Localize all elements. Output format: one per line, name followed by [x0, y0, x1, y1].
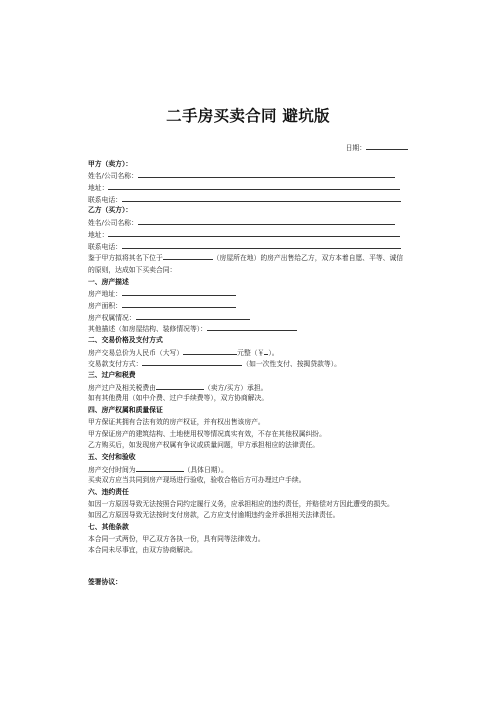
property-address-label: 房产地址：	[88, 290, 122, 299]
breach-clause-1: 如因一方原因导致无法按照合同约定履行义务，应承担相应的违约责任，并赔偿对方因此遭受的损失。	[88, 499, 394, 508]
property-other-blank[interactable]	[207, 323, 297, 331]
price-yuan-label: 元整（￥	[237, 348, 265, 357]
delivery-time-hint: （具体日期）。	[183, 465, 228, 474]
party-b-phone-line	[88, 241, 408, 253]
delivery-time-blank[interactable]	[136, 464, 184, 472]
party-a-name-line	[88, 170, 408, 182]
price-label: 房产交易总价为人民币（大写）	[88, 348, 184, 357]
breach-clause-2: 如因乙方原因导致无法按时支付房款，乙方应支付逾期违约金并承担相关法律责任。	[88, 511, 340, 520]
party-b-name-label: 姓名/公司名称：	[88, 219, 138, 228]
property-other-line	[88, 323, 408, 335]
party-a-phone-line	[88, 194, 408, 206]
date-label: 日期：	[345, 144, 366, 152]
ownership-clause-3: 乙方购买后，如发现房产权属有争议或质量问题，甲方承担相应的法律责任。	[88, 441, 320, 450]
party-b-address-label: 地址：	[88, 230, 109, 239]
payment-method-blank[interactable]	[142, 358, 242, 366]
ownership-clause-2: 甲方保证房产的建筑结构、土地使用权等情况真实有效，不存在其他权属纠纷。	[88, 429, 326, 438]
inspection-clause: 买卖双方应当共同到房产现场进行验收，验收合格后方可办理过户手续。	[88, 476, 306, 485]
party-b-heading: 乙方（买方）：	[88, 206, 133, 215]
party-a-heading: 甲方（卖方）：	[88, 159, 133, 168]
property-area-blank[interactable]	[122, 300, 236, 308]
other-clause-2: 本合同未尽事宜，由双方协商解决。	[88, 546, 197, 555]
intro-part1: 鉴于甲方拟将其名下位于	[88, 254, 163, 263]
page-title: 二手房买卖合同 避坑版	[166, 107, 330, 125]
intro-paragraph	[88, 252, 408, 276]
party-b-address-blank[interactable]	[108, 229, 400, 237]
party-a-phone-blank[interactable]	[122, 194, 401, 202]
payment-method-hint: （如一次性支付、按揭贷款等）。	[242, 360, 341, 369]
party-a-phone-label: 联系电话：	[88, 195, 122, 204]
tax-fee-blank[interactable]	[156, 382, 204, 390]
other-fee-line: 如有其他费用（如中介费、过户手续费等），双方协商解决。	[88, 394, 269, 403]
tax-fee-hint: （卖方/买方）承担。	[203, 383, 268, 392]
section-1-heading: 一、房产描述	[88, 277, 129, 286]
contract-body	[88, 142, 408, 589]
party-b-phone-label: 联系电话：	[88, 242, 122, 251]
payment-method-line	[88, 358, 408, 370]
property-area-label: 房产面积：	[88, 301, 122, 310]
property-rights-label: 房产权属情况：	[88, 313, 136, 322]
section-3-heading: 三、过户和税费	[88, 371, 136, 380]
property-rights-blank[interactable]	[136, 312, 250, 320]
section-5-heading: 五、交付和验收	[88, 452, 136, 461]
date-blank[interactable]	[366, 142, 408, 150]
party-a-address-line	[88, 182, 408, 194]
party-b-name-line	[88, 217, 408, 229]
section-6-heading: 六、违约责任	[88, 487, 129, 496]
party-a-name-blank[interactable]	[138, 170, 395, 178]
price-line	[88, 347, 408, 359]
tax-fee-label: 房产过户及相关税费由	[88, 383, 156, 392]
house-location-blank[interactable]	[163, 252, 213, 260]
other-clause-1: 本合同一式两份，甲乙双方各执一份，具有同等法律效力。	[88, 534, 265, 543]
intro-part2: （房屋所在地）的房产出售给乙方，双方本着自愿、平等、诚信的原则，达成如下买卖合同：	[88, 254, 404, 274]
delivery-time-line	[88, 464, 408, 476]
property-address-blank[interactable]	[122, 288, 236, 296]
party-a-address-blank[interactable]	[108, 182, 400, 190]
property-address-line	[88, 288, 408, 300]
property-other-label: 其他描述（如房屋结构、装修情况等）：	[88, 325, 207, 334]
payment-method-label: 交易款支付方式：	[88, 360, 143, 369]
section-7-heading: 七、其他条款	[88, 523, 129, 532]
tax-fee-line	[88, 382, 408, 394]
party-a-address-label: 地址：	[88, 184, 109, 193]
ownership-clause-1: 甲方保证其拥有合法有效的房产权证，并有权出售该房产。	[88, 417, 265, 426]
delivery-time-label: 房产交付时间为	[88, 465, 136, 474]
date-line	[88, 142, 408, 154]
signing-heading: 签署协议：	[88, 578, 122, 587]
section-2-heading: 二、交易价格及支付方式	[88, 336, 163, 345]
party-b-address-line	[88, 229, 408, 241]
price-close-label: ）。	[268, 348, 279, 357]
property-area-line	[88, 300, 408, 312]
party-a-name-label: 姓名/公司名称：	[88, 172, 138, 181]
property-rights-line	[88, 312, 408, 324]
party-b-phone-blank[interactable]	[122, 241, 401, 249]
price-words-blank[interactable]	[183, 347, 237, 355]
section-4-heading: 四、房产权属和质量保证	[88, 406, 163, 415]
party-b-name-blank[interactable]	[138, 217, 395, 225]
